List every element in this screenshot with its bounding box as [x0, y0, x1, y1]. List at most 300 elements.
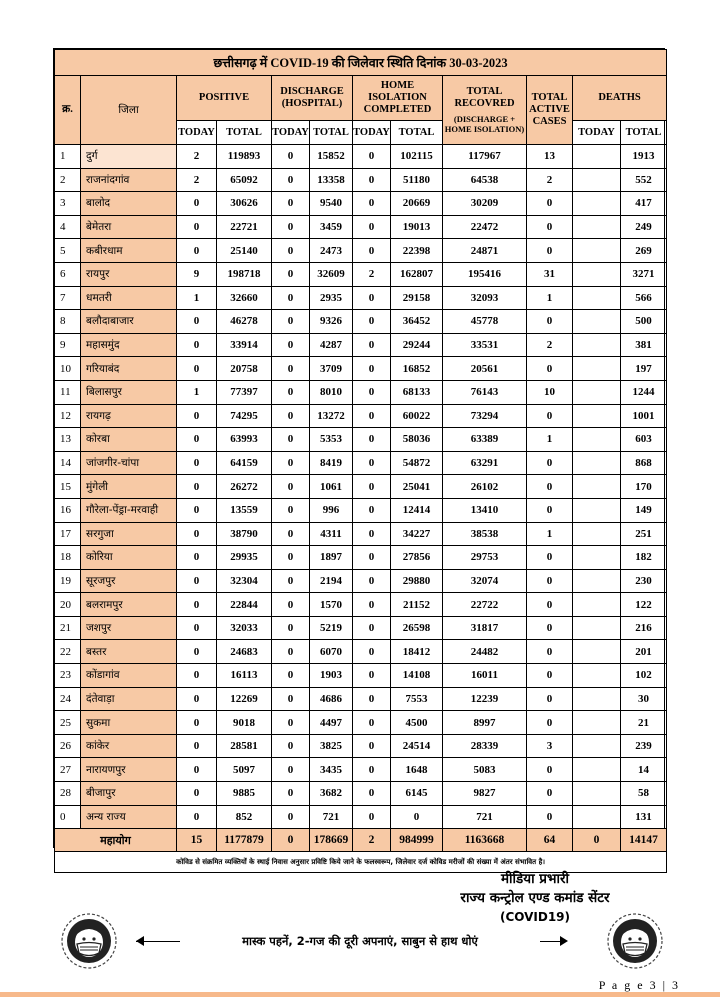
cell-hi-today: 0: [353, 546, 391, 570]
cell-dis-total: 15852: [310, 145, 353, 169]
cell-hi-today: 2: [353, 262, 391, 286]
cell-hi-total: 0: [391, 805, 443, 829]
cell-district: कोंडागांव: [81, 664, 177, 688]
cell-pos-today: 0: [177, 522, 217, 546]
cell-dis-total: 3682: [310, 782, 353, 806]
cell-death-total: 868: [621, 451, 667, 475]
cell-death-total: 1001: [621, 404, 667, 428]
cell-pos-today: 0: [177, 404, 217, 428]
cell-pos-today: 0: [177, 569, 217, 593]
cell-death-today: [573, 333, 621, 357]
total-active: 64: [527, 829, 573, 852]
col-deaths-total: TOTAL: [621, 121, 667, 145]
table-row: [55, 404, 667, 428]
col-hi-today: TODAY: [353, 121, 391, 145]
table-row: [55, 262, 667, 286]
cell-recovered: 13410: [443, 498, 527, 522]
table-row: [55, 357, 667, 381]
cell-dis-total: 6070: [310, 640, 353, 664]
cell-dis-today: 0: [272, 168, 310, 192]
cell-hi-today: 0: [353, 357, 391, 381]
cell-hi-today: 0: [353, 498, 391, 522]
table-row: [55, 664, 667, 688]
cell-active: 0: [527, 664, 573, 688]
cell-sno: 7: [55, 286, 81, 310]
cell-sno: 9: [55, 333, 81, 357]
cell-recovered: 5083: [443, 758, 527, 782]
table-row: [55, 593, 667, 617]
cell-active: 1: [527, 286, 573, 310]
cell-dis-today: 0: [272, 546, 310, 570]
cell-hi-total: 26598: [391, 616, 443, 640]
cell-dis-today: 0: [272, 310, 310, 334]
cell-pos-total: 9018: [217, 711, 272, 735]
cell-hi-total: 22398: [391, 239, 443, 263]
cell-death-total: 566: [621, 286, 667, 310]
cell-death-today: [573, 310, 621, 334]
table-row: [55, 498, 667, 522]
cell-recovered: 24871: [443, 239, 527, 263]
cell-pos-today: 1: [177, 286, 217, 310]
cell-death-today: [573, 711, 621, 735]
cell-sno: 15: [55, 475, 81, 499]
cell-hi-total: 21152: [391, 593, 443, 617]
cell-dis-today: 0: [272, 145, 310, 169]
cell-dis-today: 0: [272, 404, 310, 428]
cell-district: बलरामपुर: [81, 593, 177, 617]
cell-pos-total: 32033: [217, 616, 272, 640]
cell-hi-today: 0: [353, 687, 391, 711]
slogan-text: मास्क पहनें, 2-गज की दूरी अपनाएं, साबुन से हाथ धोएं: [180, 933, 540, 949]
cell-dis-total: 8419: [310, 451, 353, 475]
cell-pos-total: 29935: [217, 546, 272, 570]
cell-dis-total: 3459: [310, 215, 353, 239]
cell-recovered: 28339: [443, 734, 527, 758]
cell-district: धमतरी: [81, 286, 177, 310]
cell-district: बालोद: [81, 192, 177, 216]
cell-hi-total: 29880: [391, 569, 443, 593]
table-row: [55, 145, 667, 169]
cell-sno: 24: [55, 687, 81, 711]
cell-death-total: 500: [621, 310, 667, 334]
cell-death-total: 249: [621, 215, 667, 239]
cell-recovered: 26102: [443, 475, 527, 499]
cell-hi-today: 0: [353, 333, 391, 357]
cell-dis-total: 3435: [310, 758, 353, 782]
cell-dis-today: 0: [272, 428, 310, 452]
cell-district: गौरेला-पेंड्रा-मरवाही: [81, 498, 177, 522]
cell-sno: 10: [55, 357, 81, 381]
cell-dis-today: 0: [272, 687, 310, 711]
cell-death-today: [573, 239, 621, 263]
cell-death-today: [573, 546, 621, 570]
cell-sno: 26: [55, 734, 81, 758]
media-line-1: मीडिया प्रभारी: [500, 871, 569, 887]
cell-recovered: 20561: [443, 357, 527, 381]
cell-sno: 17: [55, 522, 81, 546]
cell-hi-today: 0: [353, 451, 391, 475]
col-positive-total: TOTAL: [217, 121, 272, 145]
total-recovered: 1163668: [443, 829, 527, 852]
cell-death-total: 381: [621, 333, 667, 357]
cell-dis-total: 9326: [310, 310, 353, 334]
cell-hi-total: 14108: [391, 664, 443, 688]
col-positive-today: TODAY: [177, 121, 217, 145]
cell-active: 0: [527, 640, 573, 664]
cell-hi-today: 0: [353, 404, 391, 428]
cell-sno: 8: [55, 310, 81, 334]
cell-pos-total: 25140: [217, 239, 272, 263]
cell-district: नारायणपुर: [81, 758, 177, 782]
cell-dis-today: 0: [272, 357, 310, 381]
cell-active: 10: [527, 380, 573, 404]
cell-sno: 21: [55, 616, 81, 640]
cell-hi-today: 0: [353, 805, 391, 829]
cell-pos-total: 38790: [217, 522, 272, 546]
table-row: [55, 546, 667, 570]
cell-pos-total: 198718: [217, 262, 272, 286]
cell-recovered: 22722: [443, 593, 527, 617]
cell-hi-total: 24514: [391, 734, 443, 758]
cell-dis-today: 0: [272, 782, 310, 806]
cell-district: रायपुर: [81, 262, 177, 286]
cell-death-total: 216: [621, 616, 667, 640]
cell-sno: 18: [55, 546, 81, 570]
slogan-banner: [60, 912, 664, 972]
cell-pos-today: 0: [177, 782, 217, 806]
cell-pos-total: 13559: [217, 498, 272, 522]
table-row: [55, 192, 667, 216]
cell-recovered: 24482: [443, 640, 527, 664]
col-total-active: TOTAL ACTIVE CASES: [527, 76, 573, 145]
cell-pos-total: 63993: [217, 428, 272, 452]
cell-sno: 19: [55, 569, 81, 593]
cell-district: राजनांदगांव: [81, 168, 177, 192]
cell-district: रायगढ़: [81, 404, 177, 428]
table-row: [55, 687, 667, 711]
cell-dis-total: 4287: [310, 333, 353, 357]
table-row: [55, 640, 667, 664]
district-rows: [55, 145, 667, 829]
cell-pos-today: 0: [177, 711, 217, 735]
cell-recovered: 29753: [443, 546, 527, 570]
cell-pos-total: 5097: [217, 758, 272, 782]
cell-district: मुंगेली: [81, 475, 177, 499]
cell-dis-today: 0: [272, 192, 310, 216]
cell-hi-total: 4500: [391, 711, 443, 735]
cell-recovered: 22472: [443, 215, 527, 239]
cell-dis-today: 0: [272, 522, 310, 546]
cell-pos-today: 0: [177, 215, 217, 239]
cell-hi-total: 16852: [391, 357, 443, 381]
cell-dis-today: 0: [272, 239, 310, 263]
cell-hi-total: 19013: [391, 215, 443, 239]
cell-death-today: [573, 640, 621, 664]
cell-active: 0: [527, 593, 573, 617]
cell-sno: 23: [55, 664, 81, 688]
cell-district: दंतेवाड़ा: [81, 687, 177, 711]
cell-death-today: [573, 262, 621, 286]
cell-death-total: 21: [621, 711, 667, 735]
cell-sno: 25: [55, 711, 81, 735]
table-row: [55, 711, 667, 735]
cell-district: सुकमा: [81, 711, 177, 735]
cell-death-today: [573, 380, 621, 404]
cell-death-today: [573, 215, 621, 239]
cell-recovered: 721: [443, 805, 527, 829]
cell-hi-today: 0: [353, 215, 391, 239]
cell-hi-total: 58036: [391, 428, 443, 452]
cell-death-total: 1244: [621, 380, 667, 404]
cell-recovered: 76143: [443, 380, 527, 404]
col-deaths: DEATHS: [573, 76, 667, 121]
cell-recovered: 12239: [443, 687, 527, 711]
total-hi-today: 2: [353, 829, 391, 852]
cell-hi-total: 6145: [391, 782, 443, 806]
table-row: [55, 451, 667, 475]
cell-pos-today: 0: [177, 451, 217, 475]
cell-recovered: 32074: [443, 569, 527, 593]
table-row: [55, 380, 667, 404]
cell-death-total: 1913: [621, 145, 667, 169]
cell-death-total: 58: [621, 782, 667, 806]
cell-death-today: [573, 428, 621, 452]
cell-hi-total: 7553: [391, 687, 443, 711]
cell-death-total: 102: [621, 664, 667, 688]
cell-active: 0: [527, 687, 573, 711]
cell-district: कोरबा: [81, 428, 177, 452]
cell-sno: 12: [55, 404, 81, 428]
cell-hi-total: 60022: [391, 404, 443, 428]
cell-district: सरगुजा: [81, 522, 177, 546]
cell-pos-today: 0: [177, 192, 217, 216]
cell-sno: 16: [55, 498, 81, 522]
cell-death-today: [573, 475, 621, 499]
cell-active: 0: [527, 616, 573, 640]
total-pos-total: 1177879: [217, 829, 272, 852]
cell-active: 0: [527, 805, 573, 829]
cell-death-total: 30: [621, 687, 667, 711]
cell-active: 1: [527, 428, 573, 452]
cell-dis-total: 2473: [310, 239, 353, 263]
total-death-total: 14147: [621, 829, 667, 852]
cell-pos-total: 30626: [217, 192, 272, 216]
cell-pos-total: 28581: [217, 734, 272, 758]
cell-dis-today: 0: [272, 498, 310, 522]
cell-active: 3: [527, 734, 573, 758]
cell-hi-total: 102115: [391, 145, 443, 169]
cell-death-total: 230: [621, 569, 667, 593]
cell-dis-total: 721: [310, 805, 353, 829]
table-row: [55, 239, 667, 263]
arrow-left-icon: [136, 936, 144, 946]
cell-death-today: [573, 404, 621, 428]
cell-dis-today: 0: [272, 640, 310, 664]
cell-district: दुर्ग: [81, 145, 177, 169]
cell-dis-total: 1570: [310, 593, 353, 617]
cell-death-today: [573, 782, 621, 806]
cell-pos-total: 65092: [217, 168, 272, 192]
cell-active: 31: [527, 262, 573, 286]
cell-pos-total: 22721: [217, 215, 272, 239]
cell-pos-today: 0: [177, 475, 217, 499]
report-title: छत्तीसगढ़ में COVID-19 की जिलेवार स्थिति दिनांक 30-03-2023: [55, 50, 667, 76]
table-row: [55, 333, 667, 357]
cell-death-total: 170: [621, 475, 667, 499]
cell-pos-total: 12269: [217, 687, 272, 711]
cell-recovered: 30209: [443, 192, 527, 216]
cell-pos-today: 0: [177, 310, 217, 334]
cell-active: 0: [527, 357, 573, 381]
cell-hi-total: 54872: [391, 451, 443, 475]
cell-active: 0: [527, 782, 573, 806]
cell-district: गरियाबंद: [81, 357, 177, 381]
cell-death-total: 239: [621, 734, 667, 758]
cell-hi-today: 0: [353, 239, 391, 263]
cell-dis-today: 0: [272, 593, 310, 617]
cell-dis-total: 3825: [310, 734, 353, 758]
cell-pos-today: 0: [177, 357, 217, 381]
cell-dis-total: 1061: [310, 475, 353, 499]
cell-pos-total: 9885: [217, 782, 272, 806]
cell-hi-total: 29158: [391, 286, 443, 310]
cell-recovered: 32093: [443, 286, 527, 310]
cell-dis-total: 5353: [310, 428, 353, 452]
cell-death-today: [573, 357, 621, 381]
cell-pos-today: 0: [177, 805, 217, 829]
table-row: [55, 616, 667, 640]
cell-district: बिलासपुर: [81, 380, 177, 404]
cell-hi-today: 0: [353, 734, 391, 758]
cell-recovered: 45778: [443, 310, 527, 334]
cell-pos-total: 22844: [217, 593, 272, 617]
cell-dis-today: 0: [272, 333, 310, 357]
cell-death-total: 269: [621, 239, 667, 263]
cell-sno: 1: [55, 145, 81, 169]
cell-death-today: [573, 687, 621, 711]
cell-death-total: 14: [621, 758, 667, 782]
cell-active: 0: [527, 498, 573, 522]
cell-pos-today: 0: [177, 687, 217, 711]
cell-pos-today: 0: [177, 593, 217, 617]
table-row: [55, 522, 667, 546]
cell-dis-total: 9540: [310, 192, 353, 216]
table-row: [55, 734, 667, 758]
table-row: [55, 286, 667, 310]
cell-hi-today: 0: [353, 664, 391, 688]
cell-death-total: 3271: [621, 262, 667, 286]
cell-hi-total: 162807: [391, 262, 443, 286]
cell-district: बस्तर: [81, 640, 177, 664]
cell-recovered: 73294: [443, 404, 527, 428]
cell-dis-total: 13358: [310, 168, 353, 192]
cell-hi-total: 34227: [391, 522, 443, 546]
cell-death-today: [573, 734, 621, 758]
cell-hi-today: 0: [353, 475, 391, 499]
cell-dis-total: 1903: [310, 664, 353, 688]
cell-district: बीजापुर: [81, 782, 177, 806]
cell-hi-today: 0: [353, 758, 391, 782]
cell-district: कोरिया: [81, 546, 177, 570]
cell-dis-total: 4311: [310, 522, 353, 546]
cell-hi-today: 0: [353, 640, 391, 664]
cell-recovered: 195416: [443, 262, 527, 286]
cell-dis-total: 32609: [310, 262, 353, 286]
cell-sno: 20: [55, 593, 81, 617]
cell-hi-total: 68133: [391, 380, 443, 404]
cell-hi-today: 0: [353, 569, 391, 593]
cell-active: 0: [527, 215, 573, 239]
cell-hi-total: 27856: [391, 546, 443, 570]
cell-recovered: 64538: [443, 168, 527, 192]
cell-pos-total: 74295: [217, 404, 272, 428]
col-total-recovered-sub: (DISCHARGE + HOME ISOLATION): [444, 114, 525, 134]
cell-dis-total: 2935: [310, 286, 353, 310]
cell-pos-total: 852: [217, 805, 272, 829]
cell-hi-total: 1648: [391, 758, 443, 782]
district-covid-table: [54, 49, 667, 873]
cell-recovered: 33531: [443, 333, 527, 357]
cell-sno: 14: [55, 451, 81, 475]
cell-active: 2: [527, 333, 573, 357]
cell-district: बलौदाबाजार: [81, 310, 177, 334]
cell-hi-today: 0: [353, 428, 391, 452]
cell-death-today: [573, 522, 621, 546]
cell-pos-today: 0: [177, 333, 217, 357]
cell-pos-total: 16113: [217, 664, 272, 688]
col-district: जिला: [81, 76, 177, 145]
cell-dis-today: 0: [272, 758, 310, 782]
cell-active: 0: [527, 711, 573, 735]
cell-hi-total: 18412: [391, 640, 443, 664]
cell-death-total: 552: [621, 168, 667, 192]
cell-hi-today: 0: [353, 711, 391, 735]
cell-pos-today: 1: [177, 380, 217, 404]
cell-dis-today: 0: [272, 805, 310, 829]
cell-dis-today: 0: [272, 380, 310, 404]
cell-hi-total: 36452: [391, 310, 443, 334]
cell-recovered: 31817: [443, 616, 527, 640]
cell-death-today: [573, 192, 621, 216]
col-deaths-today: TODAY: [573, 121, 621, 145]
cell-death-total: 149: [621, 498, 667, 522]
table-row: [55, 782, 667, 806]
cell-pos-total: 77397: [217, 380, 272, 404]
table-row: [55, 168, 667, 192]
cell-death-today: [573, 569, 621, 593]
cell-recovered: 16011: [443, 664, 527, 688]
cell-recovered: 63291: [443, 451, 527, 475]
cell-active: 0: [527, 451, 573, 475]
cell-pos-total: 46278: [217, 310, 272, 334]
cell-death-today: [573, 664, 621, 688]
total-row: [55, 829, 667, 852]
total-hi-total: 984999: [391, 829, 443, 852]
cell-pos-today: 0: [177, 664, 217, 688]
col-sno: क्र.: [55, 76, 81, 145]
cell-dis-today: 0: [272, 664, 310, 688]
cell-hi-today: 0: [353, 593, 391, 617]
cell-dis-total: 2194: [310, 569, 353, 593]
table-row: [55, 215, 667, 239]
cell-hi-today: 0: [353, 286, 391, 310]
cell-district: कबीरधाम: [81, 239, 177, 263]
cell-dis-total: 13272: [310, 404, 353, 428]
masked-face-icon: [60, 912, 118, 970]
arrow-right-icon: [560, 936, 568, 946]
cell-active: 2: [527, 168, 573, 192]
col-discharge: DISCHARGE (HOSPITAL): [272, 76, 353, 121]
